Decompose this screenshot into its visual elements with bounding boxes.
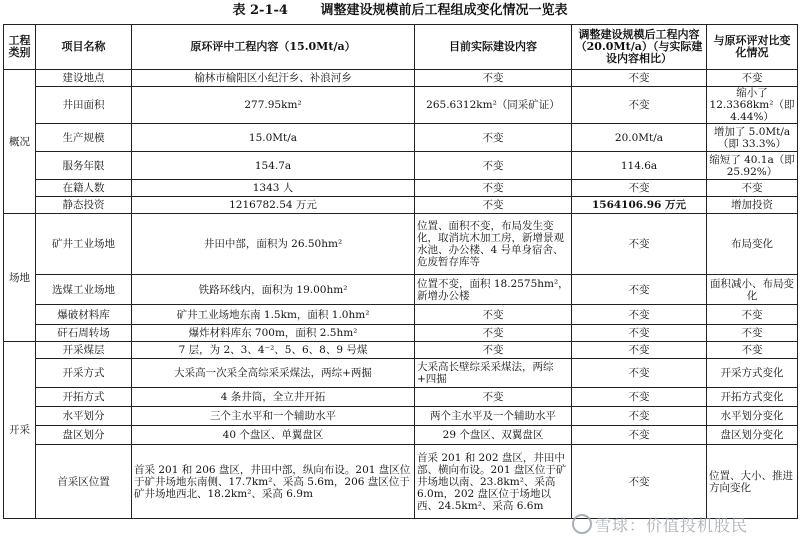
adjusted-cell: 不变 <box>572 388 707 407</box>
adjusted-cell: 不变 <box>572 426 707 445</box>
table-caption <box>0 0 800 24</box>
original-cell: 154.7a <box>132 152 415 180</box>
table-row <box>4 407 798 426</box>
table-row <box>4 70 798 87</box>
item-name: 建设地点 <box>36 70 132 87</box>
adjusted-cell: 20.0Mt/a <box>572 124 707 152</box>
original-cell: 4 条井筒，全立井开拓 <box>132 388 415 407</box>
current-cell: 首采 201 和 202 盘区，井田中部、横向布设。201 盘区位于矿井场地以南、23.8km²、采高 6.0m，202 盘区位于场地以西、24.5km²、采高 6.6m <box>415 445 572 519</box>
snowball-logo-icon <box>572 514 592 534</box>
table-row <box>4 214 798 275</box>
adjusted-cell: 不变 <box>572 275 707 305</box>
table-row <box>4 325 798 342</box>
item-name: 矿井工业场地 <box>36 214 132 275</box>
change-cell: 开采方式变化 <box>707 359 798 388</box>
change-cell: 盘区划分变化 <box>707 426 798 445</box>
item-name: 水平划分 <box>36 407 132 426</box>
item-name: 矸石周转场 <box>36 325 132 342</box>
adjusted-cell: 不变 <box>572 214 707 275</box>
current-cell: 两个主水平及一个辅助水平 <box>415 407 572 426</box>
adjusted-cell: 不变 <box>572 325 707 342</box>
change-cell: 面积减小、布局变化 <box>707 275 798 305</box>
adjusted-cell: 不变 <box>572 407 707 426</box>
adjusted-cell: 不变 <box>572 359 707 388</box>
current-cell: 位置不变，面积 18.2575hm²，新增办公楼 <box>415 275 572 305</box>
table-row <box>4 388 798 407</box>
change-cell: 增加了 5.0Mt/a（即 33.3%） <box>707 124 798 152</box>
original-cell: 井田中部，面积为 26.50hm² <box>132 214 415 275</box>
current-cell: 265.6312km²（同采矿证） <box>415 87 572 124</box>
table-row <box>4 275 798 305</box>
original-cell: 铁路环线内，面积为 19.00hm² <box>132 275 415 305</box>
table-row <box>4 152 798 180</box>
change-cell: 开拓方式变化 <box>707 388 798 407</box>
current-cell: 不变 <box>415 388 572 407</box>
table-row <box>4 87 798 124</box>
header-row <box>4 25 798 70</box>
change-cell: 缩小了 12.3368km²（即 4.44%） <box>707 87 798 124</box>
current-cell: 不变 <box>415 152 572 180</box>
change-cell: 不变 <box>707 305 798 325</box>
original-cell: 277.95km² <box>132 87 415 124</box>
header-adjusted: 调整建设规模后工程内容（20.0Mt/a）（与实际建设内容相比） <box>572 25 707 70</box>
current-cell: 29 个盘区、双翼盘区 <box>415 426 572 445</box>
current-cell: 不变 <box>415 342 572 359</box>
change-cell: 增加投资 <box>707 197 798 214</box>
table-number: 表 2-1-4 <box>232 3 288 18</box>
original-cell: 三个主水平和一个辅助水平 <box>132 407 415 426</box>
adjusted-cell: 不变 <box>572 342 707 359</box>
current-cell: 不变 <box>415 70 572 87</box>
current-cell: 不变 <box>415 197 572 214</box>
item-name: 首采区位置 <box>36 445 132 519</box>
watermark-text: 雪球：价值投机股民 <box>595 516 749 535</box>
original-cell: 大采高一次采全高综采采煤法，两综+两掘 <box>132 359 415 388</box>
item-name: 开采煤层 <box>36 342 132 359</box>
table-row <box>4 305 798 325</box>
category-cell: 开采 <box>4 342 36 519</box>
current-cell: 大采高长壁综采采煤法，两综+四掘 <box>415 359 572 388</box>
table-title: 调整建设规模前后工程组成变化情况一览表 <box>320 3 568 18</box>
adjusted-cell: 114.6a <box>572 152 707 180</box>
table-row <box>4 359 798 388</box>
original-cell: 1216782.54 万元 <box>132 197 415 214</box>
item-name: 静态投资 <box>36 197 132 214</box>
table-row <box>4 426 798 445</box>
current-cell: 位置、面积不变，布局发生变化，取消坑木加工房，新增景观水池、办公楼、4 号单身宿舍、危废暂存库等 <box>415 214 572 275</box>
table-row <box>4 445 798 519</box>
current-cell: 不变 <box>415 305 572 325</box>
table-row <box>4 197 798 214</box>
current-cell: 不变 <box>415 124 572 152</box>
header-current: 目前实际建设内容 <box>415 25 572 70</box>
category-cell: 场地 <box>4 214 36 342</box>
current-cell: 不变 <box>415 325 572 342</box>
header-category: 工程类别 <box>4 25 36 70</box>
original-cell: 40 个盘区、单翼盘区 <box>132 426 415 445</box>
item-name: 开拓方式 <box>36 388 132 407</box>
item-name: 服务年限 <box>36 152 132 180</box>
change-cell: 不变 <box>707 342 798 359</box>
change-cell: 缩短了 40.1a（即 25.92%） <box>707 152 798 180</box>
table-row <box>4 180 798 197</box>
table-row <box>4 342 798 359</box>
change-cell: 位置、大小、推进方向变化 <box>707 445 798 519</box>
original-cell: 矿井工业场地东南 1.5km，面积 1.0hm² <box>132 305 415 325</box>
original-cell: 7 层，为 2、3、4⁻²、5、6、8、9 号煤 <box>132 342 415 359</box>
item-name: 井田面积 <box>36 87 132 124</box>
item-name: 盘区划分 <box>36 426 132 445</box>
header-original: 原环评中工程内容（15.0Mt/a） <box>132 25 415 70</box>
change-cell: 不变 <box>707 70 798 87</box>
item-name: 爆破材料库 <box>36 305 132 325</box>
item-name: 开采方式 <box>36 359 132 388</box>
header-name: 项目名称 <box>36 25 132 70</box>
original-cell: 1343 人 <box>132 180 415 197</box>
adjusted-cell: 不变 <box>572 445 707 519</box>
change-cell: 不变 <box>707 180 798 197</box>
watermark <box>572 513 748 536</box>
item-name: 生产规模 <box>36 124 132 152</box>
adjusted-cell: 不变 <box>572 180 707 197</box>
original-cell: 榆林市榆阳区小纪汗乡、补浪河乡 <box>132 70 415 87</box>
change-cell: 布局变化 <box>707 214 798 275</box>
adjusted-cell: 不变 <box>572 87 707 124</box>
change-cell: 不变 <box>707 325 798 342</box>
original-cell: 爆炸材料库东 700m，面积 2.5hm² <box>132 325 415 342</box>
engineering-composition-table <box>3 24 798 519</box>
category-cell: 概况 <box>4 70 36 214</box>
table-row <box>4 124 798 152</box>
change-cell: 水平划分变化 <box>707 407 798 426</box>
item-name: 在籍人数 <box>36 180 132 197</box>
header-change: 与原环评对比变化情况 <box>707 25 798 70</box>
adjusted-cell: 1564106.96 万元 <box>572 197 707 214</box>
original-cell: 15.0Mt/a <box>132 124 415 152</box>
adjusted-cell: 不变 <box>572 305 707 325</box>
original-cell: 首采 201 和 206 盘区，井田中部，纵向布设。201 盘区位于矿井场地东南侧、17.7km²、采高 5.6m，206 盘区位于矿井场地西北、18.2km²、采高 6.9m <box>132 445 415 519</box>
current-cell: 不变 <box>415 180 572 197</box>
adjusted-cell: 不变 <box>572 70 707 87</box>
item-name: 选煤工业场地 <box>36 275 132 305</box>
